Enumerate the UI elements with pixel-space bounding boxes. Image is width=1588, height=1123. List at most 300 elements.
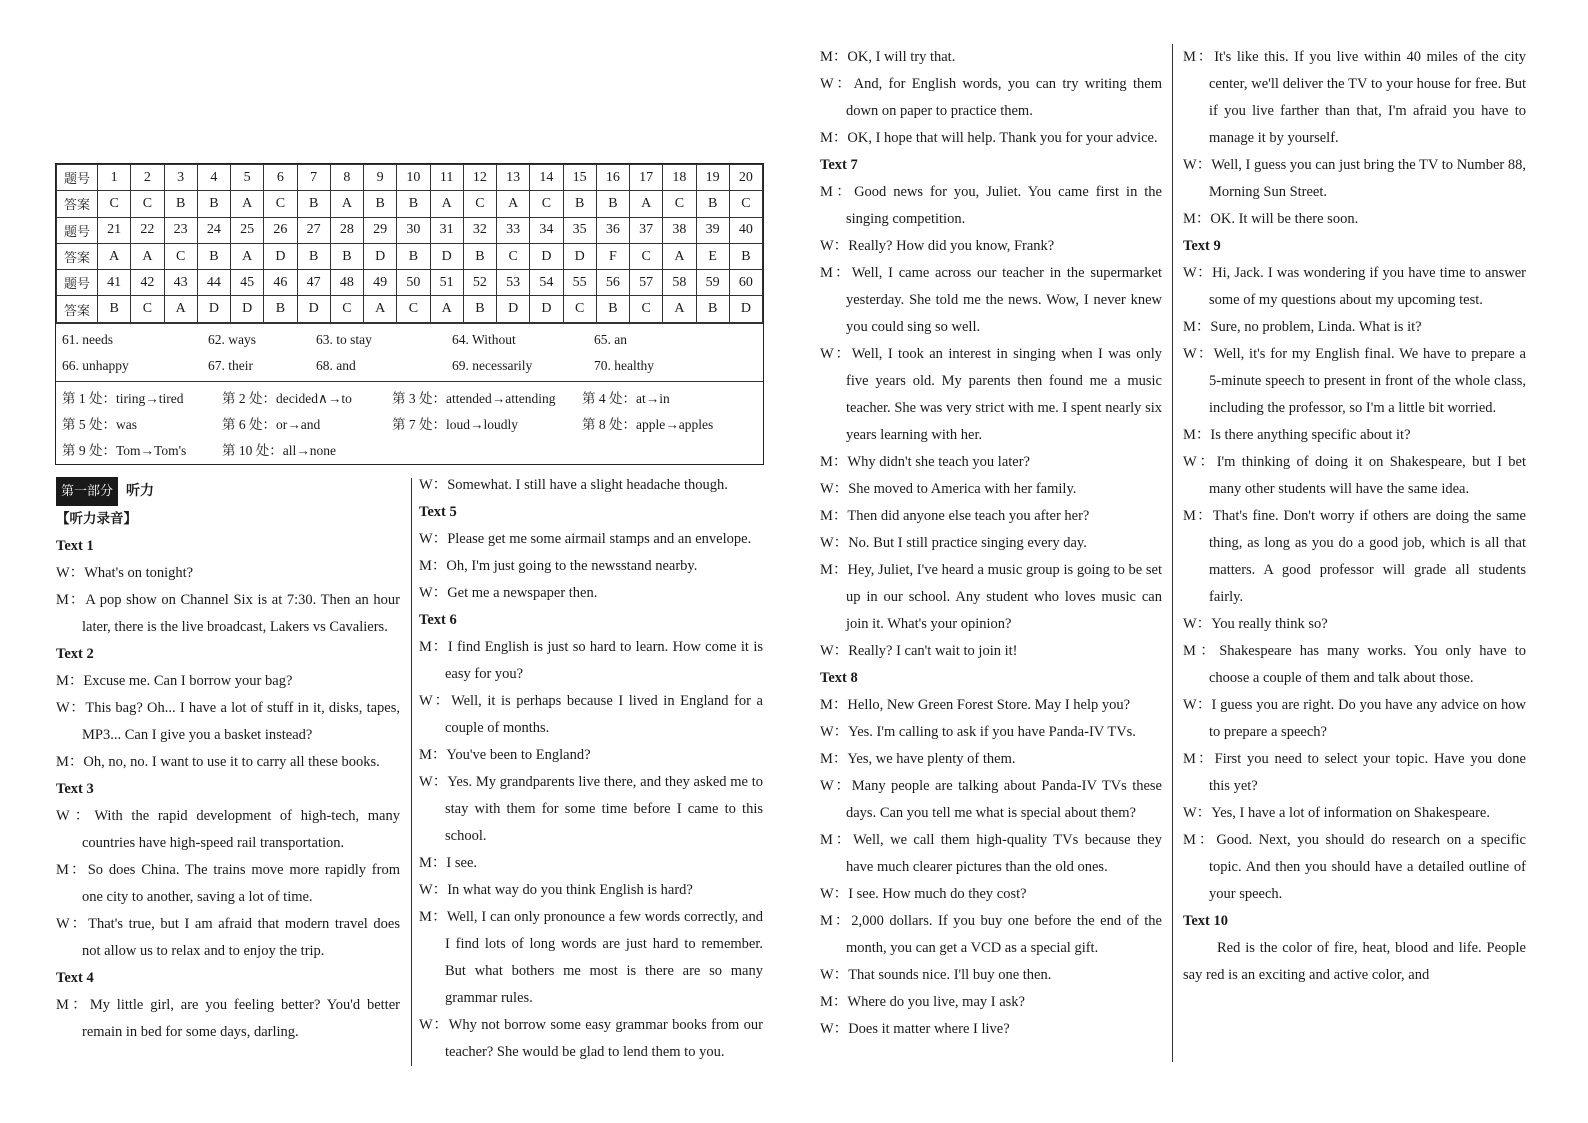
dialogue-text: Many people are talking about Panda-IV TVs these days. Can you tell me what is special about them? bbox=[846, 778, 1162, 821]
correction-item: 第 2 处：decided∧→to bbox=[222, 390, 352, 406]
dialogue-line bbox=[820, 962, 1162, 989]
dialogue-line bbox=[820, 773, 1162, 827]
question-number-cell: 19 bbox=[696, 165, 729, 191]
question-number-cell: 52 bbox=[463, 270, 496, 296]
speaker-label: M： bbox=[56, 673, 84, 689]
answer-cell: B bbox=[596, 296, 629, 322]
dialogue-text: I see. bbox=[446, 855, 477, 871]
question-number-cell: 17 bbox=[630, 165, 663, 191]
dialogue-line bbox=[1183, 206, 1526, 233]
question-number-cell: 30 bbox=[397, 217, 430, 243]
dialogue-text: Shakespeare has many works. You only have to choose a couple of them and talk about those. bbox=[1209, 643, 1526, 686]
dialogue-line bbox=[419, 769, 763, 850]
answer-cell: D bbox=[563, 243, 596, 269]
answer-cell: B bbox=[397, 243, 430, 269]
question-number-cell: 5 bbox=[231, 165, 264, 191]
dialogue-line bbox=[419, 877, 763, 904]
question-number-cell: 40 bbox=[729, 217, 762, 243]
dialogue-line bbox=[419, 904, 763, 1012]
row-label: 答案 bbox=[57, 296, 98, 322]
dialogue-text: Then did anyone else teach you after her? bbox=[847, 508, 1090, 524]
question-number-cell: 32 bbox=[463, 217, 496, 243]
dialogue-text: Why didn't she teach you later? bbox=[847, 454, 1030, 470]
fill-in-answers bbox=[56, 323, 763, 381]
row-label: 题号 bbox=[57, 270, 98, 296]
answer-cell: B bbox=[164, 191, 197, 217]
speaker-label: M： bbox=[820, 913, 852, 929]
question-number-cell: 9 bbox=[364, 165, 397, 191]
answer-cell: D bbox=[497, 296, 530, 322]
dialogue-text: What's on tonight? bbox=[84, 565, 194, 581]
dialogue-line bbox=[56, 749, 400, 776]
dialogue-line bbox=[1183, 800, 1526, 827]
question-number-cell: 15 bbox=[563, 165, 596, 191]
answer-cell: A bbox=[164, 296, 197, 322]
fill-in-answer: 63. to stay bbox=[316, 331, 372, 347]
correction-row bbox=[62, 436, 763, 462]
dialogue-text: Yes, we have plenty of them. bbox=[847, 751, 1016, 767]
question-number-cell: 10 bbox=[397, 165, 430, 191]
speaker-label: M： bbox=[820, 562, 848, 578]
error-correction-answers bbox=[56, 381, 763, 464]
transcript-column-4 bbox=[1183, 44, 1526, 989]
dialogue-text: It's like this. If you live within 40 miles of the city center, we'll deliver the TV to your house for free. But if you live farther than that, I'm afraid you have to manage it by yourself. bbox=[1209, 49, 1526, 146]
question-number-cell: 7 bbox=[297, 165, 330, 191]
dialogue-line bbox=[1183, 44, 1526, 152]
question-number-cell: 13 bbox=[497, 165, 530, 191]
dialogue-line bbox=[419, 472, 763, 499]
correction-item: 第 8 处：apple→apples bbox=[582, 416, 714, 432]
question-number-cell: 1 bbox=[98, 165, 131, 191]
answer-cell: C bbox=[497, 243, 530, 269]
answer-cell: D bbox=[231, 296, 264, 322]
dialogue-text: Well, it is perhaps because I lived in England for a couple of months. bbox=[445, 693, 763, 736]
answer-row bbox=[57, 243, 763, 269]
dialogue-text: Excuse me. Can I borrow your bag? bbox=[83, 673, 293, 689]
correction-item: 第 4 处：at→in bbox=[582, 390, 670, 406]
correction-item: 第 7 处：loud→loudly bbox=[392, 416, 519, 432]
speaker-label: M： bbox=[820, 184, 855, 200]
dialogue-text: My little girl, are you feeling better? You'd better remain in bed for some days, darling. bbox=[82, 997, 400, 1040]
text-heading: Text 8 bbox=[820, 670, 858, 686]
question-number-cell: 34 bbox=[530, 217, 563, 243]
dialogue-text: Hello, New Green Forest Store. May I help you? bbox=[847, 697, 1131, 713]
row-label: 题号 bbox=[57, 217, 98, 243]
fill-in-answer: 65. an bbox=[594, 331, 627, 347]
speaker-label: M： bbox=[820, 49, 848, 65]
dialogue-line bbox=[820, 746, 1162, 773]
dialogue-line bbox=[820, 719, 1162, 746]
fill-in-answer: 70. healthy bbox=[594, 357, 654, 373]
speaker-label: M： bbox=[419, 558, 447, 574]
question-number-cell: 24 bbox=[197, 217, 230, 243]
column-divider bbox=[1172, 44, 1173, 1062]
dialogue-text: I guess you are right. Do you have any advice on how to prepare a speech? bbox=[1209, 697, 1526, 740]
speaker-label: W： bbox=[56, 565, 85, 581]
dialogue-text: Get me a newspaper then. bbox=[447, 585, 598, 601]
answer-cell: A bbox=[131, 243, 164, 269]
dialogue-line bbox=[820, 476, 1162, 503]
dialogue-text: Well, we call them high-quality TVs because they have much clearer pictures than the old ones. bbox=[846, 832, 1162, 875]
dialogue-text: No. But I still practice singing every day. bbox=[848, 535, 1087, 551]
speaker-label: W： bbox=[419, 477, 448, 493]
answer-cell: C bbox=[463, 191, 496, 217]
question-number-cell: 25 bbox=[231, 217, 264, 243]
answer-cell: D bbox=[530, 243, 563, 269]
answer-cell: C bbox=[630, 296, 663, 322]
dialogue-line bbox=[56, 587, 400, 641]
answer-cell: A bbox=[497, 191, 530, 217]
fill-in-answer: 66. unhappy bbox=[62, 357, 129, 373]
speaker-label: M： bbox=[820, 508, 848, 524]
dialogue-text: Really? I can't wait to join it! bbox=[848, 643, 1018, 659]
speaker-label: W： bbox=[820, 724, 849, 740]
answer-cell: E bbox=[696, 243, 729, 269]
question-number-cell: 22 bbox=[131, 217, 164, 243]
question-number-cell: 53 bbox=[497, 270, 530, 296]
dialogue-text: I find English is just so hard to learn. How come it is easy for you? bbox=[445, 639, 763, 682]
speaker-label: M： bbox=[820, 265, 852, 281]
dialogue-text: Yes. I'm calling to ask if you have Panda-IV TVs. bbox=[848, 724, 1136, 740]
dialogue-text: This bag? Oh... I have a lot of stuff in it, disks, tapes, MP3... Can I give you a basket instead? bbox=[82, 700, 400, 743]
question-number-cell: 42 bbox=[131, 270, 164, 296]
answer-cell: D bbox=[264, 243, 297, 269]
speaker-label: M： bbox=[1183, 508, 1213, 524]
answer-cell: C bbox=[131, 191, 164, 217]
transcript-column-3 bbox=[820, 44, 1162, 1043]
question-number-cell: 50 bbox=[397, 270, 430, 296]
speaker-label: W： bbox=[1183, 157, 1212, 173]
dialogue-text: Good. Next, you should do research on a specific topic. And then you should have a detailed outline of your speech. bbox=[1209, 832, 1526, 902]
answer-cell: B bbox=[696, 191, 729, 217]
correction-row bbox=[62, 410, 763, 436]
speaker-label: W： bbox=[820, 481, 849, 497]
answer-cell: B bbox=[197, 191, 230, 217]
dialogue-line bbox=[419, 553, 763, 580]
answer-cell: A bbox=[630, 191, 663, 217]
speaker-label: M： bbox=[820, 751, 848, 767]
correction-item: 第 1 处：tiring→tired bbox=[62, 390, 184, 406]
answer-cell: D bbox=[729, 296, 762, 322]
question-number-cell: 41 bbox=[98, 270, 131, 296]
text-heading: Text 5 bbox=[419, 504, 457, 520]
dialogue-text: Hey, Juliet, I've heard a music group is going to be set up in our school. Any student who loves music can join it. What's your opinion? bbox=[846, 562, 1162, 632]
speaker-label: M： bbox=[56, 754, 84, 770]
dialogue-text: First you need to select your topic. Have you done this yet? bbox=[1209, 751, 1526, 794]
question-number-cell: 54 bbox=[530, 270, 563, 296]
question-number-cell: 27 bbox=[297, 217, 330, 243]
dialogue-text: Oh, no, no. I want to use it to carry all these books. bbox=[83, 754, 380, 770]
speaker-label: W： bbox=[820, 76, 854, 92]
dialogue-line bbox=[820, 449, 1162, 476]
speaker-label: W： bbox=[419, 693, 452, 709]
transcript-paragraph: Red is the color of fire, heat, blood and life. People say red is an exciting and active color, and bbox=[1183, 940, 1526, 983]
dialogue-line bbox=[1183, 152, 1526, 206]
answer-cell: C bbox=[98, 191, 131, 217]
dialogue-line bbox=[820, 557, 1162, 638]
question-number-cell: 37 bbox=[630, 217, 663, 243]
question-number-cell: 45 bbox=[231, 270, 264, 296]
text-heading: Text 4 bbox=[56, 970, 94, 986]
question-number-cell: 28 bbox=[330, 217, 363, 243]
speaker-label: M： bbox=[419, 639, 448, 655]
dialogue-text: That's fine. Don't worry if others are doing the same thing, as long as you do a good job, which is all that matters. A good professor will grade all students fairly. bbox=[1209, 508, 1526, 605]
question-number-cell: 49 bbox=[364, 270, 397, 296]
question-number-cell: 48 bbox=[330, 270, 363, 296]
speaker-label: W： bbox=[820, 967, 849, 983]
speaker-label: M： bbox=[820, 832, 854, 848]
dialogue-line bbox=[56, 803, 400, 857]
answer-cell: C bbox=[164, 243, 197, 269]
question-number-cell: 23 bbox=[164, 217, 197, 243]
question-number-row bbox=[57, 217, 763, 243]
answer-cell: A bbox=[430, 296, 463, 322]
speaker-label: W： bbox=[1183, 454, 1217, 470]
answer-cell: B bbox=[264, 296, 297, 322]
speaker-label: M： bbox=[1183, 643, 1220, 659]
speaker-label: W： bbox=[820, 535, 849, 551]
speaker-label: W： bbox=[1183, 346, 1214, 362]
answer-cell: A bbox=[663, 243, 696, 269]
speaker-label: M： bbox=[419, 747, 447, 763]
speaker-label: W： bbox=[820, 886, 849, 902]
answer-cell: B bbox=[563, 191, 596, 217]
question-number-cell: 16 bbox=[596, 165, 629, 191]
dialogue-text: So does China. The trains move more rapidly from one city to another, saving a lot of time. bbox=[82, 862, 400, 905]
speaker-label: M： bbox=[1183, 427, 1211, 443]
answer-row bbox=[57, 296, 763, 322]
dialogue-text: Well, I can only pronounce a few words correctly, and I find lots of long words are just hard to remember. But what bothers me most is there are so many grammar rules. bbox=[445, 909, 763, 1006]
dialogue-text: In what way do you think English is hard? bbox=[447, 882, 693, 898]
question-number-cell: 4 bbox=[197, 165, 230, 191]
dialogue-line bbox=[820, 125, 1162, 152]
speaker-label: M： bbox=[820, 130, 848, 146]
dialogue-text: Well, I took an interest in singing when I was only five years old. My parents then found me a music teacher. She was very strict with me. I spent nearly six years learning with her. bbox=[846, 346, 1162, 443]
speaker-label: W： bbox=[56, 916, 89, 932]
correction-item: 第 9 处：Tom→Tom's bbox=[62, 442, 187, 458]
question-number-cell: 6 bbox=[264, 165, 297, 191]
dialogue-line bbox=[820, 341, 1162, 449]
dialogue-text: Well, I guess you can just bring the TV to Number 88, Morning Sun Street. bbox=[1209, 157, 1527, 200]
speaker-label: M： bbox=[1183, 751, 1215, 767]
dialogue-line bbox=[820, 260, 1162, 341]
answer-cell: A bbox=[663, 296, 696, 322]
dialogue-text: Please get me some airmail stamps and an envelope. bbox=[447, 531, 752, 547]
dialogue-text: Yes. My grandparents live there, and they asked me to stay with them for some time before I came to this school. bbox=[445, 774, 763, 844]
answer-key-table bbox=[55, 163, 764, 465]
dialogue-text: OK, I hope that will help. Thank you for your advice. bbox=[847, 130, 1158, 146]
text-heading: Text 9 bbox=[1183, 238, 1221, 254]
dialogue-line bbox=[1183, 341, 1526, 422]
fill-in-row bbox=[62, 327, 763, 353]
dialogue-text: OK. It will be there soon. bbox=[1210, 211, 1359, 227]
text-heading: Text 2 bbox=[56, 646, 94, 662]
question-number-cell: 20 bbox=[729, 165, 762, 191]
section-subtitle: 【听力录音】 bbox=[56, 511, 137, 527]
answer-cell: B bbox=[696, 296, 729, 322]
answer-grid bbox=[56, 164, 763, 323]
speaker-label: W： bbox=[820, 346, 852, 362]
fill-in-answer: 62. ways bbox=[208, 331, 256, 347]
answer-cell: B bbox=[297, 191, 330, 217]
dialogue-line bbox=[1183, 503, 1526, 611]
answer-cell: B bbox=[297, 243, 330, 269]
answer-cell: B bbox=[596, 191, 629, 217]
answer-cell: D bbox=[297, 296, 330, 322]
dialogue-text: Well, I came across our teacher in the supermarket yesterday. She told me the news. Wow, I never knew you could sing so well. bbox=[846, 265, 1162, 335]
answer-cell: B bbox=[463, 243, 496, 269]
dialogue-line bbox=[820, 908, 1162, 962]
speaker-label: M： bbox=[56, 997, 90, 1013]
speaker-label: W： bbox=[419, 531, 448, 547]
dialogue-line bbox=[419, 580, 763, 607]
question-number-cell: 18 bbox=[663, 165, 696, 191]
answer-cell: C bbox=[530, 191, 563, 217]
dialogue-line bbox=[820, 989, 1162, 1016]
answer-cell: A bbox=[430, 191, 463, 217]
dialogue-text: That sounds nice. I'll buy one then. bbox=[848, 967, 1052, 983]
correction-item: 第 5 处：was bbox=[62, 416, 137, 432]
dialogue-line bbox=[820, 692, 1162, 719]
dialogue-line bbox=[820, 44, 1162, 71]
answer-cell: C bbox=[563, 296, 596, 322]
speaker-label: W： bbox=[820, 238, 849, 254]
correction-item: 第 6 处：or→and bbox=[222, 416, 321, 432]
speaker-label: W： bbox=[419, 1017, 449, 1033]
speaker-label: W： bbox=[820, 643, 849, 659]
dialogue-text: You really think so? bbox=[1211, 616, 1328, 632]
dialogue-line bbox=[820, 827, 1162, 881]
dialogue-text: Hi, Jack. I was wondering if you have time to answer some of my questions about my upcoming test. bbox=[1209, 265, 1526, 308]
speaker-label: W： bbox=[820, 778, 852, 794]
fill-in-answer: 69. necessarily bbox=[452, 357, 533, 373]
question-number-cell: 3 bbox=[164, 165, 197, 191]
question-number-cell: 12 bbox=[463, 165, 496, 191]
answer-cell: C bbox=[729, 191, 762, 217]
speaker-label: M： bbox=[820, 994, 848, 1010]
answer-cell: B bbox=[463, 296, 496, 322]
question-number-cell: 11 bbox=[430, 165, 463, 191]
question-number-cell: 58 bbox=[663, 270, 696, 296]
dialogue-line bbox=[1183, 314, 1526, 341]
answer-cell: B bbox=[729, 243, 762, 269]
answer-cell: C bbox=[663, 191, 696, 217]
question-number-cell: 47 bbox=[297, 270, 330, 296]
dialogue-text: Why not borrow some easy grammar books from our teacher? She would be glad to lend them to you. bbox=[445, 1017, 763, 1060]
question-number-cell: 60 bbox=[729, 270, 762, 296]
speaker-label: M： bbox=[1183, 319, 1211, 335]
speaker-label: M： bbox=[820, 454, 848, 470]
dialogue-line bbox=[56, 668, 400, 695]
dialogue-line bbox=[820, 530, 1162, 557]
question-number-cell: 14 bbox=[530, 165, 563, 191]
speaker-label: W： bbox=[1183, 616, 1212, 632]
fill-in-answer: 61. needs bbox=[62, 331, 113, 347]
dialogue-text: She moved to America with her family. bbox=[848, 481, 1077, 497]
question-number-row bbox=[57, 270, 763, 296]
answer-cell: B bbox=[197, 243, 230, 269]
speaker-label: M： bbox=[820, 697, 848, 713]
question-number-cell: 33 bbox=[497, 217, 530, 243]
dialogue-line bbox=[820, 71, 1162, 125]
question-number-cell: 55 bbox=[563, 270, 596, 296]
correction-row bbox=[62, 384, 763, 410]
dialogue-line bbox=[419, 850, 763, 877]
fill-in-answer: 64. Without bbox=[452, 331, 516, 347]
text-heading: Text 7 bbox=[820, 157, 858, 173]
question-number-cell: 35 bbox=[563, 217, 596, 243]
text-heading: Text 1 bbox=[56, 538, 94, 554]
answer-cell: A bbox=[231, 191, 264, 217]
question-number-cell: 29 bbox=[364, 217, 397, 243]
transcript-column-2 bbox=[419, 472, 763, 1066]
dialogue-line bbox=[820, 881, 1162, 908]
answer-cell: C bbox=[330, 296, 363, 322]
dialogue-text: Really? How did you know, Frank? bbox=[848, 238, 1055, 254]
speaker-label: W： bbox=[1183, 265, 1213, 281]
question-number-cell: 51 bbox=[430, 270, 463, 296]
section-header bbox=[56, 478, 400, 504]
speaker-label: W： bbox=[56, 808, 95, 824]
dialogue-line bbox=[820, 233, 1162, 260]
speaker-label: M： bbox=[419, 855, 447, 871]
dialogue-text: I see. How much do they cost? bbox=[848, 886, 1027, 902]
dialogue-text: Yes, I have a lot of information on Shakespeare. bbox=[1211, 805, 1490, 821]
dialogue-line bbox=[1183, 827, 1526, 908]
dialogue-line bbox=[820, 1016, 1162, 1043]
dialogue-text: You've been to England? bbox=[446, 747, 591, 763]
answer-cell: A bbox=[330, 191, 363, 217]
question-number-row bbox=[57, 165, 763, 191]
question-number-cell: 56 bbox=[596, 270, 629, 296]
dialogue-line bbox=[1183, 422, 1526, 449]
fill-in-answer: 68. and bbox=[316, 357, 356, 373]
correction-item: 第 3 处：attended→attending bbox=[392, 390, 556, 406]
question-number-cell: 59 bbox=[696, 270, 729, 296]
answer-cell: C bbox=[630, 243, 663, 269]
dialogue-text: OK, I will try that. bbox=[847, 49, 956, 65]
section-badge: 第一部分 bbox=[56, 477, 118, 506]
dialogue-line bbox=[419, 688, 763, 742]
row-label: 答案 bbox=[57, 191, 98, 217]
dialogue-text: Good news for you, Juliet. You came first in the singing competition. bbox=[846, 184, 1162, 227]
answer-cell: C bbox=[264, 191, 297, 217]
fill-in-row bbox=[62, 353, 763, 379]
speaker-label: W： bbox=[1183, 697, 1212, 713]
speaker-label: M： bbox=[419, 909, 447, 925]
dialogue-line bbox=[419, 1012, 763, 1066]
dialogue-line bbox=[1183, 692, 1526, 746]
question-number-cell: 44 bbox=[197, 270, 230, 296]
answer-cell: A bbox=[98, 243, 131, 269]
question-number-cell: 36 bbox=[596, 217, 629, 243]
dialogue-line bbox=[820, 179, 1162, 233]
dialogue-text: Does it matter where I live? bbox=[848, 1021, 1010, 1037]
text-heading: Text 6 bbox=[419, 612, 457, 628]
dialogue-line bbox=[56, 911, 400, 965]
question-number-cell: 8 bbox=[330, 165, 363, 191]
dialogue-text: That's true, but I am afraid that modern travel does not allow us to relax and to enjoy the trip. bbox=[82, 916, 401, 959]
dialogue-line bbox=[419, 742, 763, 769]
speaker-label: W： bbox=[56, 700, 86, 716]
answer-cell: A bbox=[364, 296, 397, 322]
answer-cell: D bbox=[364, 243, 397, 269]
speaker-label: W： bbox=[1183, 805, 1212, 821]
dialogue-line bbox=[419, 634, 763, 688]
dialogue-text: Is there anything specific about it? bbox=[1210, 427, 1411, 443]
section-title: 听力 bbox=[126, 482, 155, 499]
dialogue-line bbox=[419, 526, 763, 553]
